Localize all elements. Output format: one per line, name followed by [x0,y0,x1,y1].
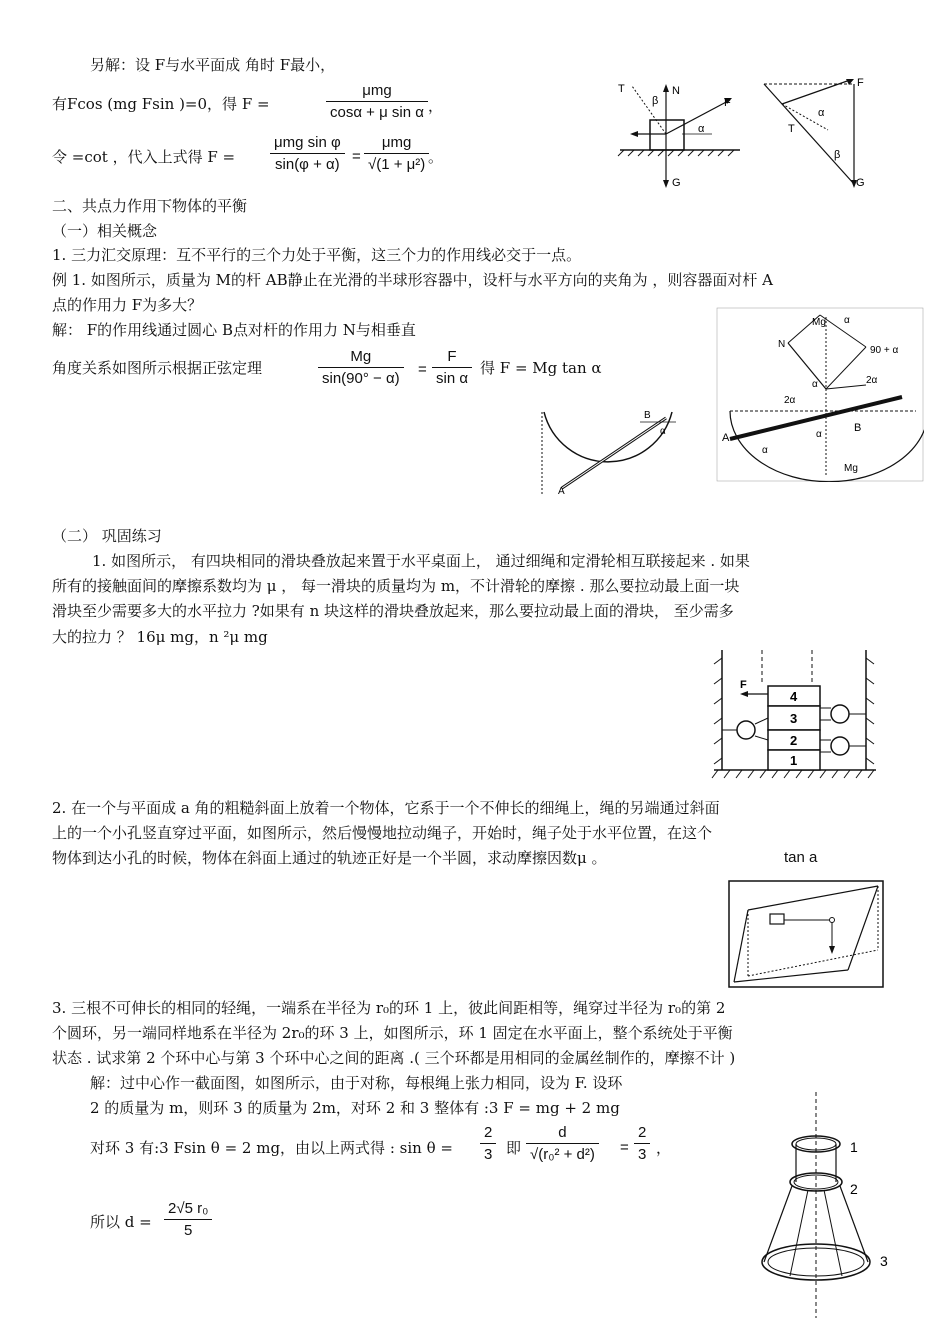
ring-label-1: 1 [850,1139,858,1155]
q1-line2: 所有的接触面间的摩擦系数均为 μ ， 每一滑块的质量均为 m，不计滑轮的摩擦 . 那么要拉动最上面一块 [52,577,740,595]
alt-eq: = [352,148,361,165]
solution1-line2: 角度关系如图所示根据正弦定理 [52,359,263,377]
rod-label-B: B [854,422,862,434]
bowl-label-A: A [558,486,565,496]
s3-eq: = [620,1139,629,1156]
rod-label-A: A [722,432,730,444]
block-3: 3 [790,711,798,726]
tri-label-T: T [788,123,795,135]
alt-frac1: μmg cosα + μ sin α [326,82,428,123]
bowl-label-alpha: α [660,426,666,437]
block-1: 1 [790,753,798,768]
s3-frac3: 2 3 [634,1124,650,1165]
s3-comma: ， [656,1139,672,1157]
label-N: N [672,85,680,97]
s3-frac2: d √(r₀² + d²) [526,1124,599,1165]
s3-line1: 解：过中心作一截面图，如图所示，由于对称，每根绳上张力相同，设为 F. 设环 [90,1074,623,1092]
alt-line1: 另解：设 F与水平面成 角时 F最小， [90,56,336,74]
q1-line1: 1. 如图所示， 有四块相同的滑块叠放起来置于水平桌面上， 通过细绳和定滑轮相互联接起来 . 如果 [92,552,750,570]
label-beta: β [652,95,659,107]
s3-line2: 2 的质量为 m，则环 3 的质量为 2m，对环 2 和 3 整体有 :3 F = mg + 2 mg [90,1099,620,1117]
rod-label-alpha-top: α [844,315,850,326]
subsection-concepts: （一）相关概念 [52,222,158,240]
s3-line3: 对环 3 有:3 Fsin θ = 2 mg，由以上两式得 : sin θ = [90,1139,453,1157]
tri-label-beta: β [834,149,841,161]
solution1-line1: 解： F的作用线通过圆心 B点对杆的作用力 N与相垂直 [52,321,416,339]
section-title: 二、共点力作用下物体的平衡 [52,197,248,215]
block-2: 2 [790,733,798,748]
sine-frac2: F sin α [432,348,472,389]
q3-line3: 状态 . 试求第 2 个环中心与第 3 个环中心之间的距离 .( 三个环都是用相同的金属丝制作的，摩擦不计 ) [52,1049,736,1067]
force-triangle-diagram [758,74,868,196]
label-alpha: α [698,123,705,135]
alt-line2-end: ， [428,97,444,115]
bowl-label-B: B [644,410,651,421]
practice-title: （二） 巩固练习 [52,527,162,545]
q3-line2: 个圆环，另一端同样地系在半径为 2r₀的环 3 上，如图所示，环 1 固定在水平面上，整个系统处于平衡 [52,1024,733,1042]
alt-line2: 有Fcos (mg Fsin )=0，得 F = [52,95,270,113]
tri-label-alpha: α [818,107,825,119]
label-G: G [672,177,681,189]
rod-label-2a-left: 2α [784,395,796,406]
ring-label-3: 3 [880,1253,888,1269]
rod-label-90a: 90 + α [870,345,899,356]
stacked-blocks-figure [710,648,880,786]
q2-line2: 上的一个小孔竖直穿过平面，如图所示，然后慢慢地拉动绳子，开始时，绳子处于水平位置，在这个 [52,824,713,842]
alt-line3: 令 =cot ，代入上式得 F = [52,148,236,166]
blocks-label-F: F [740,679,747,691]
rod-label-alpha-low1: α [762,445,768,456]
tri-label-F: F [857,77,864,89]
principle-text: 1. 三力汇交原理：互不平行的三个力处于平衡，这三个力的作用线必交于一点。 [52,246,582,264]
sine-frac1: Mg sin(90° − α) [318,348,404,389]
sine-eq: = [418,361,427,378]
alt-frac2: μmg sin φ sin(φ + α) [270,134,345,175]
alt-frac3: μmg √(1 + μ²) [364,134,429,175]
s3-ie: 即 [506,1139,522,1157]
label-F: F [724,97,731,109]
rod-label-2a-right: 2α [866,375,878,386]
ring-label-2: 2 [850,1181,858,1197]
incline-plane-figure [728,880,884,988]
sine-result: 得 F = Mg tan α [480,359,602,377]
rod-label-alpha-low2: α [816,429,822,440]
example1-line2: 点的作用力 F为多大？ [52,296,203,314]
rod-label-N: N [778,339,786,350]
alt-line3-end: 。 [428,148,444,166]
example1-line1: 例 1. 如图所示，质量为 M的杆 AB静止在光滑的半球形容器中，设杆与水平方向的夹角为 ，则容器面对杆 A [52,271,773,289]
q2-answer: tan a [784,849,818,866]
s3-frac4: 2√5 r₀ 5 [164,1200,212,1241]
label-T: T [618,83,625,95]
rod-force-analysis-figure [716,307,924,482]
three-rings-figure [750,1090,900,1320]
force-diagram-block [612,76,747,194]
q2-line3: 物体到达小孔的时候，物体在斜面上通过的轨迹正好是一个半圆，求动摩擦因数μ 。 [52,849,607,867]
rod-label-Mg-top: Mg [812,317,826,328]
s3-line4: 所以 d = [90,1213,152,1231]
rod-label-Mg-bottom: Mg [844,463,858,474]
s3-frac1: 2 3 [480,1124,496,1165]
tri-label-G: G [856,177,865,189]
q2-line1: 2. 在一个与平面成 a 角的粗糙斜面上放着一个物体，它系于一个不伸长的细绳上，绳的另端通过斜面 [52,799,720,817]
rod-in-hemisphere-figure [540,408,678,496]
q3-line1: 3. 三根不可伸长的相同的轻绳，一端系在半径为 r₀的环 1 上，彼此间距相等，绳穿过半径为 r₀的第 2 [52,999,726,1017]
q1-line4: 大的拉力 ？ 16μ mg，n ²μ mg [52,628,268,646]
rod-label-alpha-mid: α [812,379,818,390]
block-4: 4 [790,689,798,704]
q1-line3: 滑块至少需要多大的水平拉力 ?如果有 n 块这样的滑块叠放起来，那么要拉动最上面的滑块， 至少需多 [52,602,734,620]
